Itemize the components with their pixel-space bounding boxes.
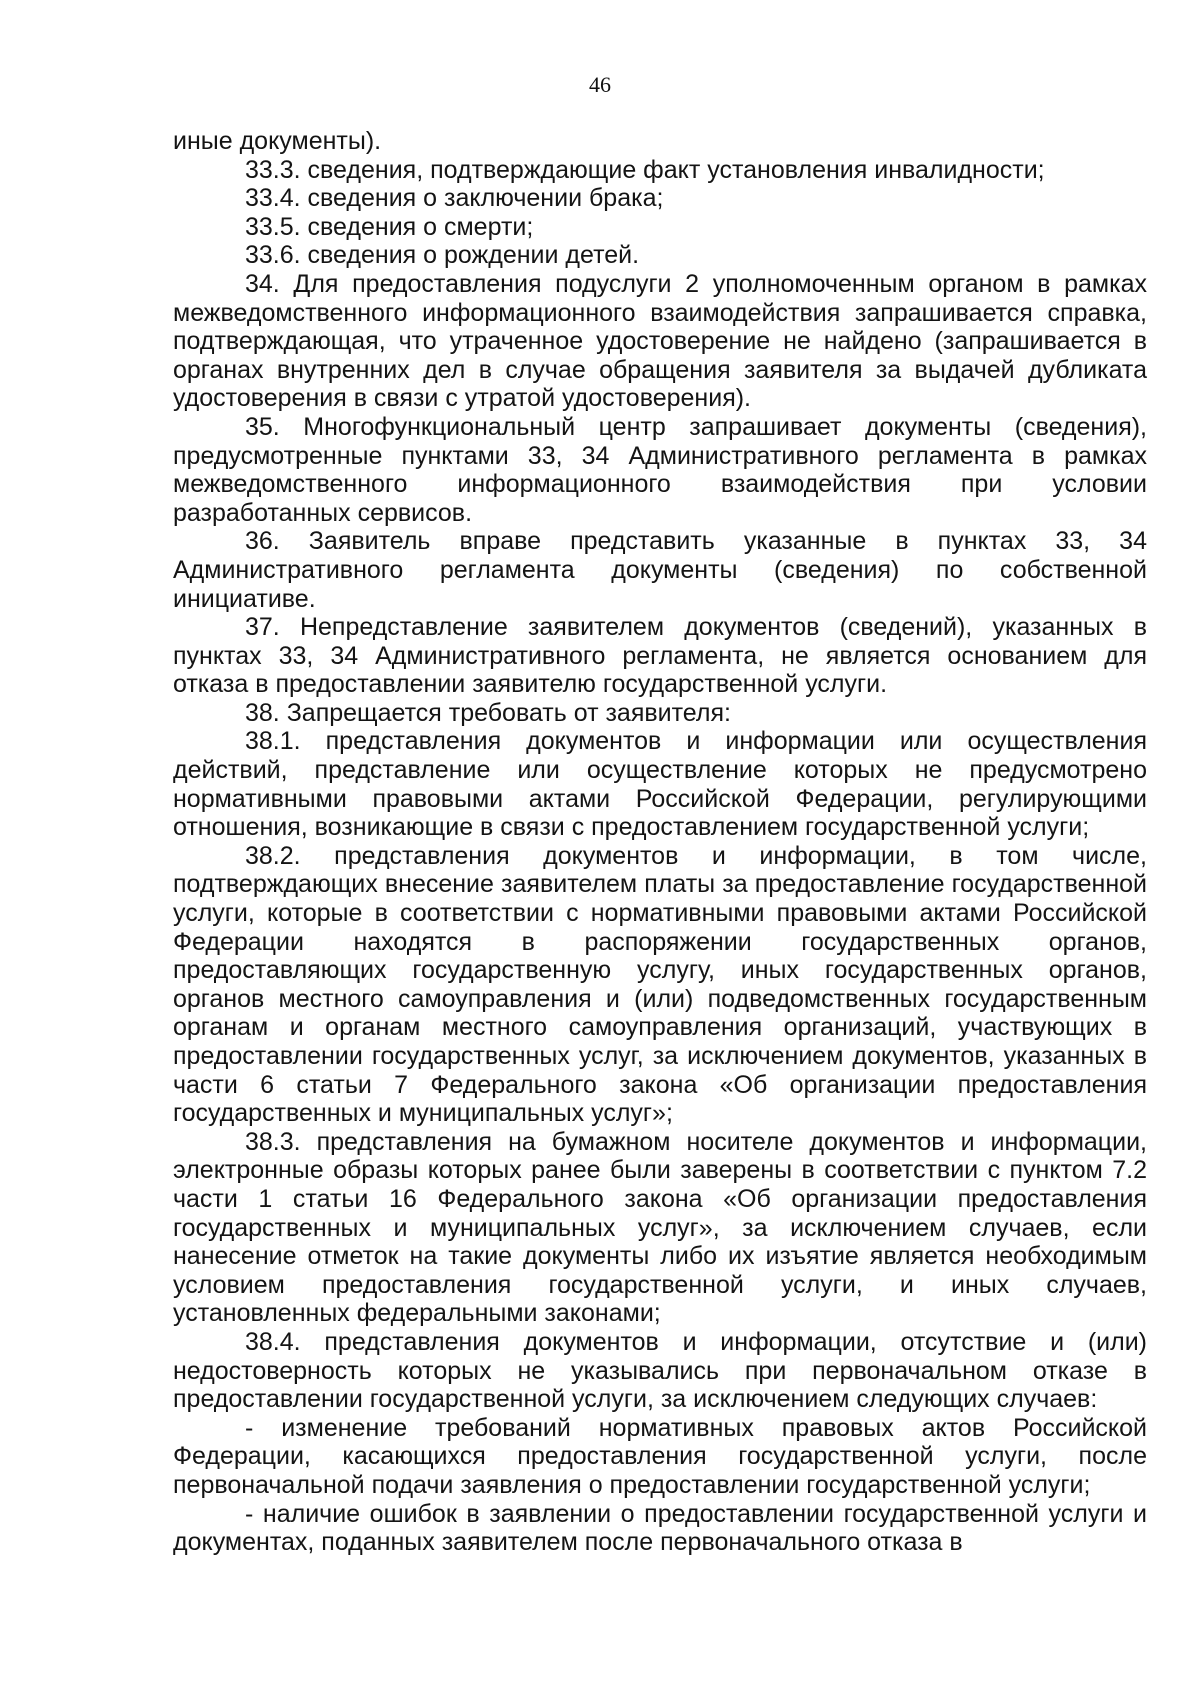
paragraph-33-5: 33.5. сведения о смерти;	[245, 212, 534, 241]
paragraph-38-3: 38.3. представления на бумажном носителе документов и информации, электронные образы которых ранее были заверены в соответствии с пунктом 7.2 части 1 статьи 16 Федерального закона «Об организации предоставления государственных и муниципальных услуг», за исключением случаев, если нанесение отметок на такие документы либо их изъятие является необходимым условием предоставления государственной услуги, и иных случаев, установленных федеральными законами;	[173, 1127, 1147, 1328]
paragraph-34: 34. Для предоставления подуслуги 2 уполномоченным органом в рамках межведомственного информационного взаимодействия запрашивается справка, подтверждающая, что утраченное удостоверение не найдено (запрашивается в органах внутренних дел в случае обращения заявителя за выдачей дубликата удостоверения в связи с утратой удостоверения).	[173, 269, 1147, 413]
document-body	[173, 127, 1147, 1557]
paragraph-36: 36. Заявитель вправе представить указанные в пунктах 33, 34 Административного регламента документы (сведения) по собственной инициативе.	[173, 527, 1147, 613]
paragraph-38-2: 38.2. представления документов и информации, в том числе, подтверждающих внесение заявителем платы за предоставление государственной услуги, которые в соответствии с нормативными правовыми актами Российской Федерации находятся в распоряжении государственных органов, предоставляющих государственную услугу, иных государственных органов, органов местного самоуправления и (или) подведомственных государственным органам и органам местного самоуправления организаций, участвующих в предоставлении государственных услуг, за исключением документов, указанных в части 6 статьи 7 Федерального закона «Об организации предоставления государственных и муниципальных услуг»;	[173, 841, 1147, 1128]
paragraph-33-4: 33.4. сведения о заключении брака;	[245, 184, 664, 213]
paragraph-35: 35. Многофункциональный центр запрашивает документы (сведения), предусмотренные пунктами 33, 34 Административного регламента в рамках межведомственного информационного взаимодействия при условии разработанных сервисов.	[173, 412, 1147, 527]
paragraph-33-3: 33.3. сведения, подтверждающие факт установления инвалидности;	[245, 155, 1045, 184]
list-item-errors-in-application: - наличие ошибок в заявлении о предоставлении государственной услуги и документах, поданных заявителем после первоначального отказа в	[173, 1499, 1147, 1557]
paragraph-38: 38. Запрещается требовать от заявителя:	[245, 698, 731, 727]
list-item-requirements-change: - изменение требований нормативных правовых актов Российской Федерации, касающихся предоставления государственной услуги, после первоначальной подачи заявления о предоставлении государственной услуги;	[173, 1413, 1147, 1499]
paragraph-38-1: 38.1. представления документов и информации или осуществления действий, представление или осуществление которых не предусмотрено нормативными правовыми актами Российской Федерации, регулирующими отношения, возникающие в связи с предоставлением государственной услуги;	[173, 727, 1147, 842]
paragraph-38-4: 38.4. представления документов и информации, отсутствие и (или) недостоверность которых не указывались при первоначальном отказе в предоставлении государственной услуги, за исключением следующих случаев:	[173, 1327, 1147, 1414]
page-number: 46	[589, 72, 611, 97]
paragraph-continuation: иные документы).	[173, 127, 382, 155]
paragraph-33-6: 33.6. сведения о рождении детей.	[245, 241, 640, 270]
paragraph-37: 37. Непредставление заявителем документов (сведений), указанных в пунктах 33, 34 Административного регламента, не является основанием для отказа в предоставлении заявителю государственной услуги.	[173, 613, 1147, 699]
